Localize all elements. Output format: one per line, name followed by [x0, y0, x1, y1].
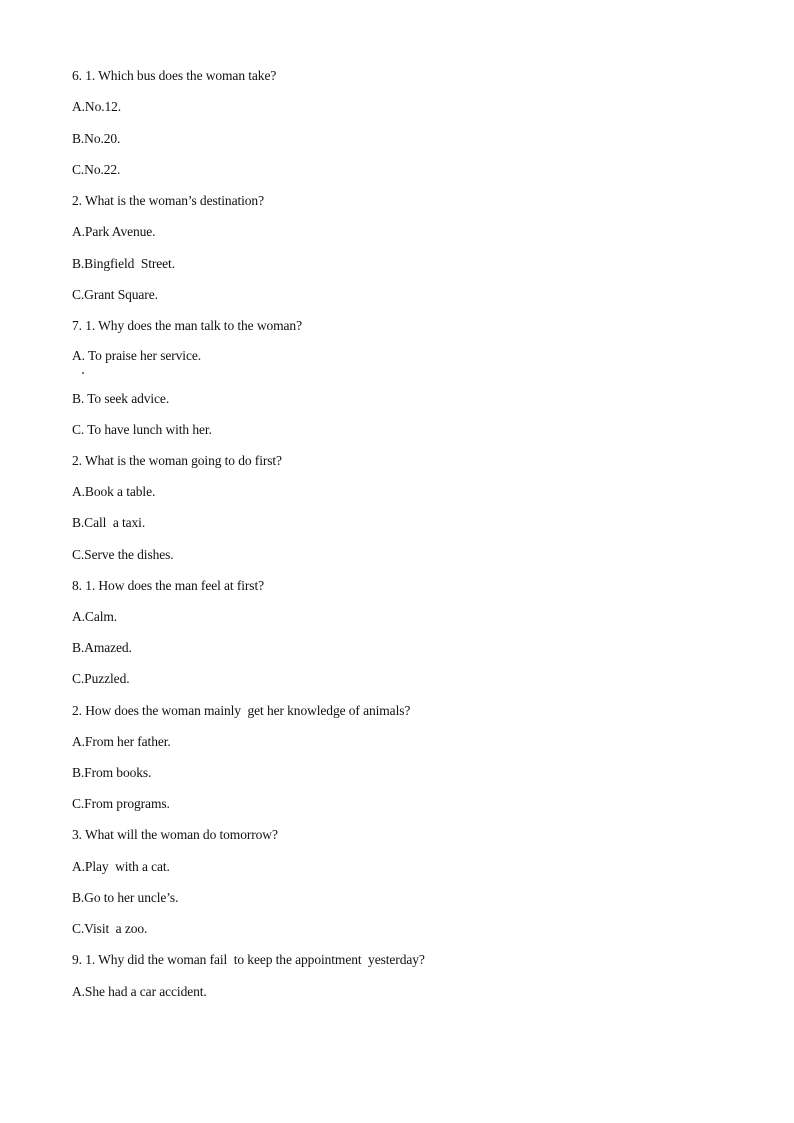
question-9-1: 9. 1. Why did the woman fail to keep the appointment yesterday? [72, 952, 425, 967]
question-8-2: 2. How does the woman mainly get her knowledge of animals? [72, 703, 411, 718]
option-6-1-b: B.No.20. [72, 131, 121, 146]
option-7-2-b: B.Call a taxi. [72, 515, 146, 530]
option-8-2-b: B.From books. [72, 765, 152, 780]
option-8-1-b: B.Amazed. [72, 640, 132, 655]
option-8-2-a: A.From her father. [72, 734, 171, 749]
option-6-2-a: A.Park Avenue. [72, 224, 156, 239]
question-6-1: 6. 1. Which bus does the woman take? [72, 68, 277, 83]
option-8-2-c: C.From programs. [72, 796, 170, 811]
option-6-1-a: A.No.12. [72, 99, 122, 114]
question-7-2: 2. What is the woman going to do first? [72, 453, 282, 468]
question-8-3: 3. What will the woman do tomorrow? [72, 827, 278, 842]
option-6-1-c: C.No.22. [72, 162, 121, 177]
option-7-1-c: C. To have lunch with her. [72, 422, 212, 437]
option-7-2-c: C.Serve the dishes. [72, 547, 174, 562]
question-6-2: 2. What is the woman’s destination? [72, 193, 264, 208]
option-8-3-a: A.Play with a cat. [72, 859, 170, 874]
option-8-3-c: C.Visit a zoo. [72, 921, 148, 936]
option-7-1-a: A. To praise her service. [72, 348, 202, 363]
option-6-2-b: B.Bingfield Street. [72, 256, 175, 271]
option-6-2-c: C.Grant Square. [72, 287, 158, 302]
option-7-2-a: A.Book a table. [72, 484, 156, 499]
option-7-1-b: B. To seek advice. [72, 391, 170, 406]
option-8-1-c: C.Puzzled. [72, 671, 130, 686]
option-8-3-b: B.Go to her uncle’s. [72, 890, 179, 905]
question-8-1: 8. 1. How does the man feel at first? [72, 578, 264, 593]
option-8-1-a: A.Calm. [72, 609, 118, 624]
question-7-1: 7. 1. Why does the man talk to the woman? [72, 318, 302, 333]
option-9-1-a: A.She had a car accident. [72, 984, 207, 999]
stray-mark [82, 372, 84, 374]
